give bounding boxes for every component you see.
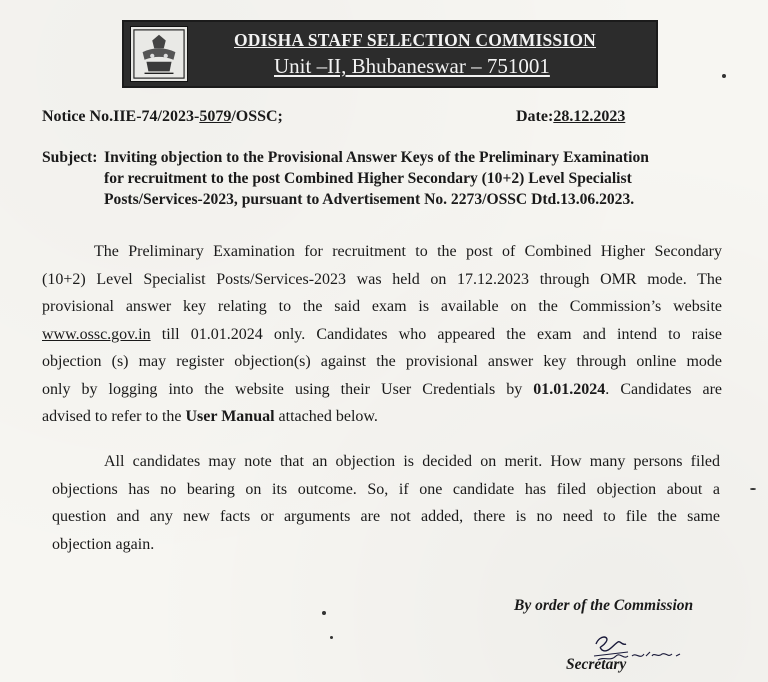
subject-line-3: Posts/Services-2023, pursuant to Advertisement No. 2273/OSSC Dtd.13.06.2023.: [104, 191, 635, 208]
paragraph-text: till 01.01.2024 only. Candidates who appeared the exam and intend to raise: [150, 325, 722, 343]
scan-speck: [322, 611, 326, 615]
scan-speck: [722, 74, 726, 78]
notice-date-label: Date:: [516, 108, 554, 125]
paragraph-line: objection again.: [52, 535, 155, 553]
notice-number-underlined: 5079: [199, 108, 232, 125]
user-manual-reference: User Manual: [185, 408, 275, 425]
paragraph-text: only by logging into the website using their User Credentials by: [42, 380, 534, 398]
notice-date-value: 28.12.2023: [553, 108, 626, 125]
paragraph-text: advised to refer to the: [42, 408, 186, 425]
paragraph-line: [42, 376, 722, 404]
notice-date: [516, 108, 625, 126]
notice-number: [42, 108, 283, 126]
scan-speck: [750, 488, 756, 490]
paragraph-line: The Preliminary Examination for recruitment to the post of Combined Higher Secondary: [94, 243, 722, 260]
subject-label: Subject:: [42, 149, 98, 166]
organization-name: ODISHA STAFF SELECTION COMMISSION: [234, 30, 597, 50]
signatory-designation: Secretary: [566, 656, 627, 673]
emblem-icon: [131, 27, 187, 81]
deadline-date: 01.01.2024: [533, 380, 606, 398]
subject-line-2: for recruitment to the post Combined Higher Secondary (10+2) Level Specialist: [104, 170, 632, 187]
by-order-line: By order of the Commission: [514, 597, 694, 614]
notice-number-prefix: Notice No.IIE-74/2023-: [42, 108, 200, 125]
body-paragraph-2: [52, 448, 720, 558]
paragraph-line: provisional answer key relating to the said exam is available on the Commission’s website: [42, 298, 722, 315]
paragraph-line: [42, 321, 722, 349]
paragraph-line: All candidates may note that an objection is decided on merit. How many persons filed: [104, 453, 720, 470]
paragraph-text: . Candidates are: [605, 380, 723, 398]
paragraph-line: question and any new facts or arguments are not added, there is no need to file the same: [52, 508, 720, 525]
emblem-logo: [130, 26, 188, 82]
unit-address: Unit –II, Bhubaneswar – 751001: [274, 54, 550, 78]
subject-line-1: Inviting objection to the Provisional Answer Keys of the Preliminary Examination: [104, 149, 649, 166]
paragraph-line: [42, 403, 722, 431]
body-paragraph-1: [42, 238, 722, 431]
website-link[interactable]: www.ossc.gov.in: [42, 325, 151, 343]
paragraph-line: (10+2) Level Specialist Posts/Services-2023 was held on 17.12.2023 through OMR mode. The: [42, 270, 722, 288]
letterhead: [122, 20, 658, 88]
notice-number-suffix: /OSSC;: [231, 108, 283, 125]
paragraph-text: attached below.: [274, 408, 378, 425]
scan-speck: [330, 636, 333, 639]
paragraph-line: objections has no bearing on its outcome. So, if one candidate has filed objection about a: [52, 480, 720, 498]
paragraph-line: objection (s) may register objection(s) against the provisional answer key through online mode: [42, 353, 722, 370]
